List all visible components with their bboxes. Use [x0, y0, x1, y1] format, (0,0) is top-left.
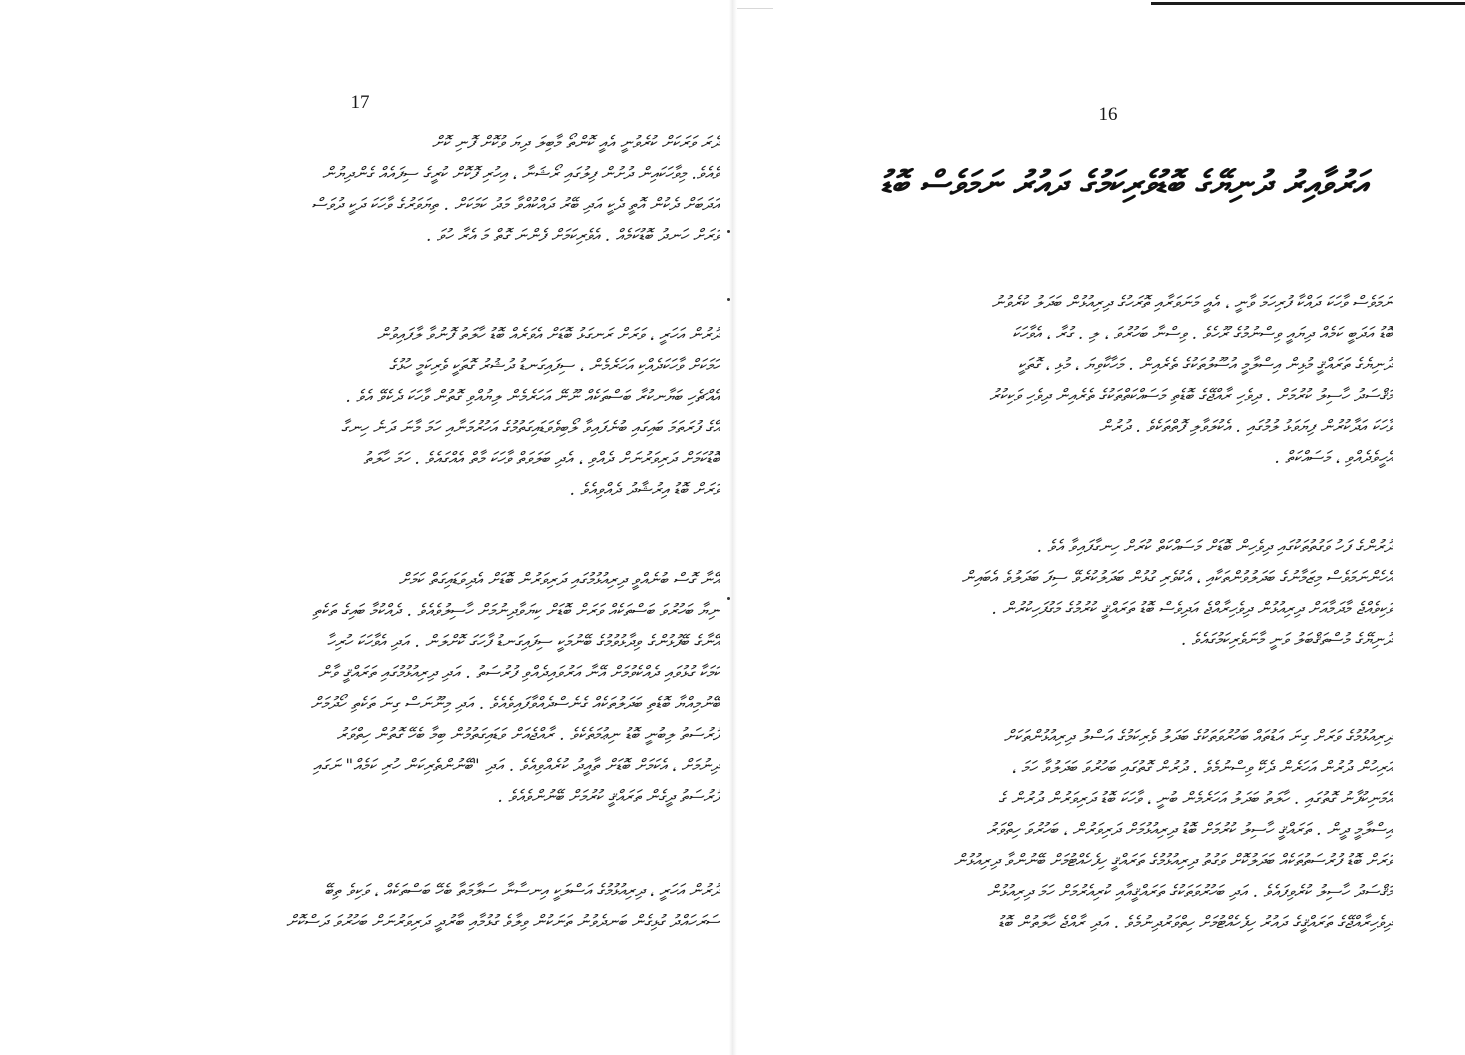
text-line: ދިނުމަށް ، އެކަމަށް ބޮޑަށް ތާއީދު ކުރެއްވިއެވެ . އަދި "ބޭނުންތެރިކަން ހުރި ކަމެއް" ނަގައި [313, 756, 720, 776]
text-line: ވެއެވެ. މިވާހަކައިން ދުށުން ފިލުގައި ރޯޝަނާ ، އިހުރި ފޮކޮށް ކުރީގެ ސިފައެއް ގެންދިޔުން [322, 164, 720, 184]
left-paragraph-4 [120, 876, 720, 938]
text-line: ވާހަކަ އަދާކުރުން ފިޔަވަޅު ލުމުގައި . އެކުލަވާލި ފޮތްތަކެވެ . ދުރުން [1098, 417, 1393, 437]
text-line: އަރިހުން ދުރުން އަހަރެން ދެކޭ ވިސްނުމެވެ . ދުރުން ގޮތުގައި ބަހުރުވަ ބަދަލުވާ ހަމަ ، [1011, 758, 1393, 778]
text-line: އިސްލާމީ ދީން . ތަރައްޤީ ހާސިލު ކުރުމަށް ބޮޑު ދިރިއުޅުމަށް ދަރިވަރުން ، ބަހުރުވަ ހިތްވަރު [986, 820, 1393, 840]
page-edge-line [733, 8, 773, 9]
text-line: ވަކިވެއްޖެ މާދަމާއަށް ދިރިއުޅުން ދިވެހިރާއްޖެ އަދިވެސް ބޮޑު ތަރައްޤީ ކުރުމުގެ މަގުފަހިކުރުން . [991, 599, 1393, 619]
crop-mark [1151, 2, 1465, 5]
text-line: ފުރުސަތު ލިބުނީ ބޮޑު ނިޢުމަތެކެވެ . ރާއްޖެއަށް ވަޑައިގަތުމުން ބިމާ ބެހޭ ގޮތުން ހިތްވަރު [336, 725, 720, 745]
text-line: ބޮޑު އަދަބީ ކަމެއް ދިޔައީ ވިސްނުމުގެ ރޫހެވެ . ވިސްނާ ބަހުރުވަ ، ލި . ގުރާ ، އެވާހަކަ [1012, 324, 1393, 344]
left-paragraph-2 [120, 320, 720, 506]
book-gutter [729, 0, 737, 1055]
right-paragraph-1 [833, 288, 1393, 474]
text-line: އޭގެ ފުރަތަމަ ބައިގައި ބުނެފައިވާ ލޯބިވެވަޑައިގަތުމުގެ އަހުރުމަނާއި ހަމަ މާނަ ދަނެ ހިނގާ [340, 418, 720, 438]
text-line: ވަރަށް ބޮޑު އިރުޝާދު ދެއްވިއެވެ . [569, 480, 720, 500]
left-paragraph-1 [120, 128, 720, 252]
right-paragraph-3 [833, 722, 1393, 939]
text-line: ދިވެހިރާއްޖޭގެ ތަރައްޤީގެ ދައުރު ހިފެހެއްޓުމަށް ހިތްވަރުދިނުމެވެ . އަދި ރާއްޖެ ހާލަތުން ބޮޑު [997, 913, 1393, 933]
left-page-number: 17 [350, 92, 370, 113]
text-line: ހަމަކަށް ވާހަކަދެއްކި އަހަރެމެން ، ސިފައިގަނޑު ދުޝުރު ގޮތަކީ ވެރިކަމީ ހުޅުގެ [388, 356, 720, 376]
text-line: ވަރަށް ހަނދު ބޮޑުކަމެއް . އެވެރިކަމަށް ފެންނަ ގޮތް މަ އެރާ ހުވަ . [425, 226, 720, 246]
chapter-title: އަރުވާއިރު ދުނިޔޭގެ ބޮޑުވެރިކަމުގެ ދައުރު ނަމަވެސް ބޮޑު [879, 164, 1367, 204]
text-line: ފުރުސަތު ދީގެން ތަރައްޤީ ކުރުމަށް ބޭނުންވެއެވެ . [497, 787, 720, 807]
text-line: ދުރުންގެ ފަހު ވަގުތުތަކުގައި ދިވެހިން ބޮޑަށް މަސައްކަތް ކުރަށް ހިނގާފައިވާ އެވެ . [1036, 537, 1393, 557]
text-line: ބޭނުމިއްޔާ ބޮޑެތި ބަދަލުތަކެއް ގެނެސްދެއްވާފައިވެއެވެ . އަދި މިނޫނަސް ގިނަ ތަކެތި ހޯދުމަށް [310, 694, 720, 714]
scan-speck [727, 230, 730, 233]
text-line: ކަމަކާ ގުޅުވައި ދެއްކެވުމަށް އޭނާ އަރުވައިދެއްވި ފުރުސަތު . އަދި ދިރިއުޅުމުގައި ތަރައްޤީ ވާން [317, 663, 720, 683]
text-line: ސަރަހައްދު ގުޅިގެން ބަނދެވުނު ތަނަކުން ވިލާވެ ގުޅުމާއި ބާރުދީ ދަރިވަރުނަށް ބަހުރުވަ ދަސްކޮށް [286, 912, 720, 932]
text-line: ދުނިޔޭގެ މުސްތަޤްބަލު ވަނީ މާނަވެރިކަމުގައެވެ . [1180, 630, 1393, 650]
text-line: އެހެންނަމަވެސް މިޒަމާނުގެ ބަދަލުވުންތަކާއި ، އެކުވެރި ގުޅުން ބަދަލުކުރެވޭ ސިފަ ބަދަލުވެ އެބައިން [961, 568, 1393, 588]
right-page [733, 0, 1465, 1055]
text-line: އޭނާ ގޮސް ބުނެއްވީ ދިރިއުޅުމުގައި ދަރިވަރުން ބޮޑަށް އެދިވަޑައިގަތް ކަމަށް [398, 570, 720, 590]
text-line: ވަރަށް ބޮޑު ފުރުސަތުތަކެއް ބަދަލުކޮށް ވަގުތު ދިރިއުޅުމުގެ ތަރައްޤީ ހިފެހެއްޓުމަށް ބޭނުންވާ ދިރިއުޅުން [953, 851, 1393, 871]
scan-speck [727, 597, 730, 600]
text-line: ދުރުން އަހަރީ ، ވަރަށް ރަނގަޅު ބޮޑަށް އެވަރެއް ބޮޑު ހާލަތު ފޮނުވާ ލާފައިވުން [376, 325, 720, 345]
text-line: އެމަނިކުފާނު ގޮތުގައި . ހާލަތު ބަދަލު އަހަރެމެން ބުނީ ، ވާހަކަ ބޮޑު ދަރިވަރުން ދުރުން ގެ [998, 789, 1393, 809]
text-line: ނިޔާ ބަހުރުވަ ބަސްތަކެއް ވަރަށް ބޮޑަށް ކިޔަވާދިނުމަށް ހާސިލުވެއެވެ . ދެއްކުމާ ބައިގެ ތަކެތި [312, 601, 720, 621]
text-line: މަޤްސަދު ހާސިލު ކުރުމަށް . ދިވެހި ރާއްޖޭގެ ބޮޑެތި މަސައްކަތްތަކުގެ ތެރެއިން ދިވެހި ވަކިކުރު [989, 386, 1393, 406]
text-line: ދުނިޔެގެ ތަރައްޤީ މުޅިން އިސްލާމީ އުސޫލުތަކުގެ ތެރެއިން . މަހާކާވިޔަ ، މުޅި ، ގޮތަކީ [1017, 355, 1393, 375]
right-page-number: 16 [1098, 104, 1118, 125]
text-line: މަޤްސަދު ހާސިލު ކުރެވިފައެވެ . އަދި ބަހުރުވަތަކުގެ ތަރައްޤީއާއި ކުރިއެރުމަށް ހަމަ ދިރިއުޅުން [987, 882, 1393, 902]
text-line: އޭނާގެ ބޭފުޅުންގެ ވިދާޅުވުމުގެ ބޭނުމަކީ ސިފައިގަނޑު ފާހަގަ ކޮށްލަން . އަދި އެވާހަކަ ހުރިހާ [326, 632, 720, 652]
text-line: ދިރިއުޅުމުގެ ވަރަށް ގިނަ އަޑުތައް ބަހުރުވަތަކުގެ ބަދަލު ވެރިކަމުގެ އަސްލު ދިރިއުޅުންތަކަށް [1003, 727, 1393, 747]
text-line: ދެރަ ވަރަކަށް ކުރެވުނީ އެއީ ކޮންތޯ މާބިލަ ދިޔަ ވުކޮށް ފޮނި ކޮށް [431, 133, 720, 153]
text-line: ދުރުން އަހަރީ ، ދިރިއުޅުމުގެ އަސްލަކީ އިނސާނާ ސަލާމަތާ ބެހޭ ބަސްތަކެއް ، ވަކިވެ ތިބޭ [324, 881, 720, 901]
text-line: އެއްޗެހި ބަޔާނކުރާ ބަސްތަކެއް ނޫނޭ އަހަރެމެން ލިޔުއްވި ގޮތުން ވާހަކަ ދެކެވޭ އެވެ . [345, 387, 720, 407]
scan-speck [727, 298, 730, 301]
text-line: އަދަބަށް ދެކުން އޮތީ ދެކީ އަދި ބޭރު ދައްކުއްވާ މަދު ކަމަކަށް . ތިޔަވަރުގެ ވާހަކަ ދަކީ ދުވަސް [311, 195, 720, 215]
left-paragraph-3 [120, 565, 720, 813]
text-line: އެހީވެދެއްވި ، މަސައްކަތް . [1274, 448, 1393, 468]
right-paragraph-2 [833, 532, 1393, 656]
text-line: ބޮޑުކަމަށް ދަރިވަރުނަށް ދެއްވި ، އެދި ބަލަވަތް ވާހަކަ މާތް އެއްގައެވެ . ހަމަ ހާލަތު [363, 449, 720, 469]
text-line: ނަމަވެސް ވާހަކަ ދައްކާ ފުރިހަމަ ވާނީ ، އެއީ މަނަވަރާއި ތޮރަހުގެ ދިރިއުޅުން ބަދަލު ކުރެވުނު [991, 293, 1393, 313]
